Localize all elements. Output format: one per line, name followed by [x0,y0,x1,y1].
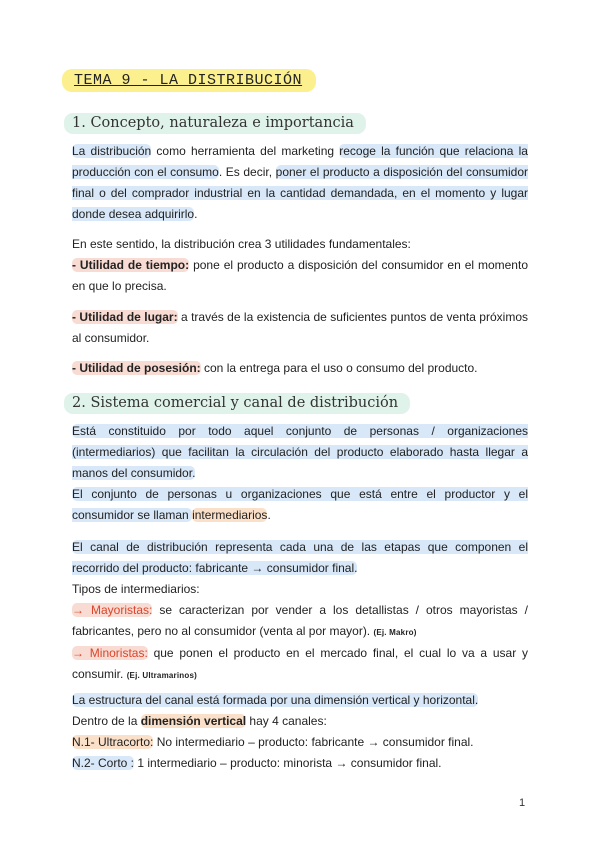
retailers-text: que ponen el producto en el mercado final, el cual lo va a usar y consumir. [72,646,528,681]
intermediary-types-label: Tipos de intermediarios: [72,582,200,596]
channel-definition: El canal de distribución representa cada una de las etapas que componen el recorrido del producto: fabricante → consumidor final. [72,540,528,575]
system-definition: Está constituido por todo aquel conjunto de personas / organizaciones (intermediarios) que facilitan la circulación del producto elaborado hasta llegar a manos del consumidor. [72,424,528,480]
n1-text: No intermediario – producto: fabricante → consumidor final. [153,735,474,749]
vertical-dimension [72,711,528,732]
intro-end: . [194,207,198,221]
retailers-label [72,646,148,660]
utility-place [72,307,528,349]
retailers-example: (Ej. Ultramarinos) [126,671,197,680]
section-2-block-2 [72,537,528,686]
utility-time-text: pone el producto a disposición del consumidor en el momento en que lo precisa. [72,258,528,293]
arrow-icon-2: → Minoristas: [72,646,148,660]
intro-highlight-1: recoge la función que relaciona la producción con el consumo [72,144,528,179]
section-2-heading: 2. Sistema comercial y canal de distribución [64,393,410,414]
intermediaries-text: El conjunto de personas u organizaciones que está entre el productor y el consumidor se llaman [72,487,528,522]
n2-label: N.2- Corto : [72,756,135,770]
wholesalers-example: (Ej. Makro) [373,628,417,637]
utilities-intro: En este sentido, la distribución crea 3 utilidades fundamentales: [72,237,411,251]
wholesalers-text: se caracterizan por vender a los detallistas / otros mayoristas / fabricantes, pero no al consumidor (venta al por mayor). [72,603,528,638]
intermediaries-term: intermediarios [192,508,268,522]
intermediaries-end: . [267,508,271,522]
utility-place-text: a través de la existencia de suficientes puntos de venta próximos al consumidor. [72,310,528,345]
n2-text: 1 intermediario – producto: minorista → consumidor final. [134,756,442,770]
utility-possession [72,358,528,379]
vertical-dimension-suffix: hay 4 canales: [246,714,327,728]
vertical-dimension-term: dimensión vertical [140,714,247,728]
intro-text: como herramienta del marketing [151,144,340,158]
n1-label: N.1- Ultracorto: [72,735,154,749]
utility-time [72,255,528,297]
section-2-block-3 [72,690,528,774]
utility-place-label: - Utilidad de lugar: [72,310,178,324]
utility-possession-text: con la entrega para el uso o consumo del producto. [200,361,478,375]
structure-text: La estructura del canal está formada por una dimensión vertical y horizontal. [72,693,479,707]
utilities-block [72,234,528,297]
section-1-intro [72,141,528,225]
intro-highlight-2: poner el producto a disposición del consumidor final o del comprador industrial en la cantidad demandada, en el momento y lugar donde desea adquirirlo [72,165,528,221]
page-number: 1 [519,797,526,809]
section-2-block-1 [72,421,528,526]
intro-text-2: . Es decir, [218,165,276,179]
arrow-icon: → Mayoristas: [72,603,153,617]
wholesalers-label [72,603,152,617]
utility-time-label: - Utilidad de tiempo: [72,258,190,272]
intro-term: La distribución [72,144,152,158]
page-title: TEMA 9 - LA DISTRIBUCIÓN [62,69,316,92]
vertical-dimension-prefix: Dentro de la [72,714,141,728]
section-1-heading: 1. Concepto, naturaleza e importancia [64,113,366,134]
utility-possession-label: - Utilidad de posesión: [72,361,201,375]
